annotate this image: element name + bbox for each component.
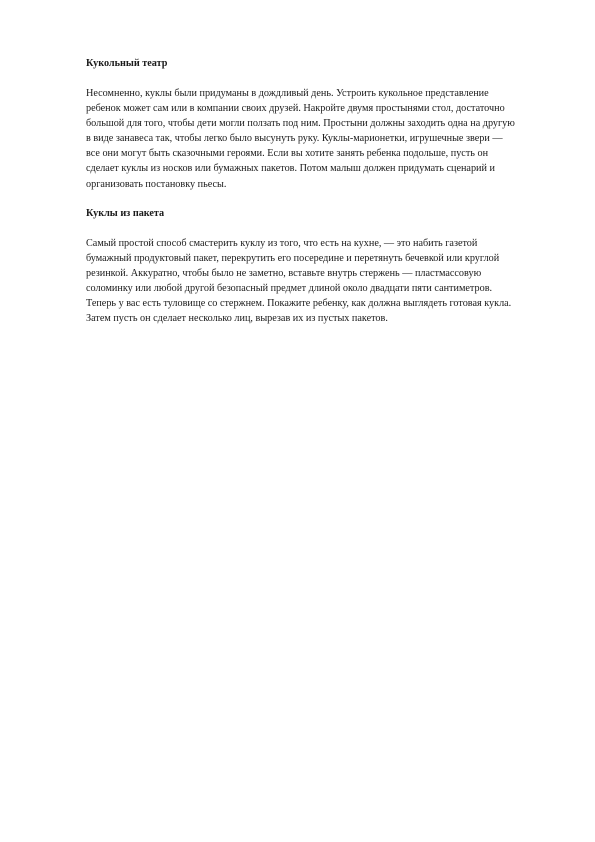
section-paragraph-puppet-theatre: Несомненно, куклы были придуманы в дождливый день. Устроить кукольное представление ребенок может сам или в компании своих друзей. Накройте двумя простынями стол, достаточно большой для того, чтобы дети могли ползать под ним. Простыни должны заходить одна на другую в виде занавеса так, чтобы легко было высунуть руку. Куклы-марионетки, игрушечные звери — все они могут быть сказочными героями. Если вы хотите занять ребенка подольше, пусть он сделает куклы из носков или бумажных пакетов. Потом малыш должен придумать сценарий и организовать постановку пьесы. (86, 88, 515, 190)
section-title-bag-puppets: Куклы из пакета (86, 207, 165, 219)
document-page (86, 57, 516, 326)
section-title-puppet-theatre: Кукольный театр (86, 58, 168, 69)
section-paragraph-bag-puppets: Самый простой способ смастерить куклу из того, что есть на кухне, — это набить газетой бумажный продуктовый пакет, перекрутить его посередине и перетянуть бечевкой или круглой резинкой. Аккуратно, чтобы было не заметно, вставьте внутрь стержень — пластмассовую соломинку или любой другой безопасный предмет длиной около двадцати пяти сантиметров. Теперь у вас есть туловище со стержнем. Покажите ребенку, как должна выглядеть готовая кукла. Затем пусть он сделает несколько лиц, вырезав их из пустых пакетов. (86, 237, 512, 325)
